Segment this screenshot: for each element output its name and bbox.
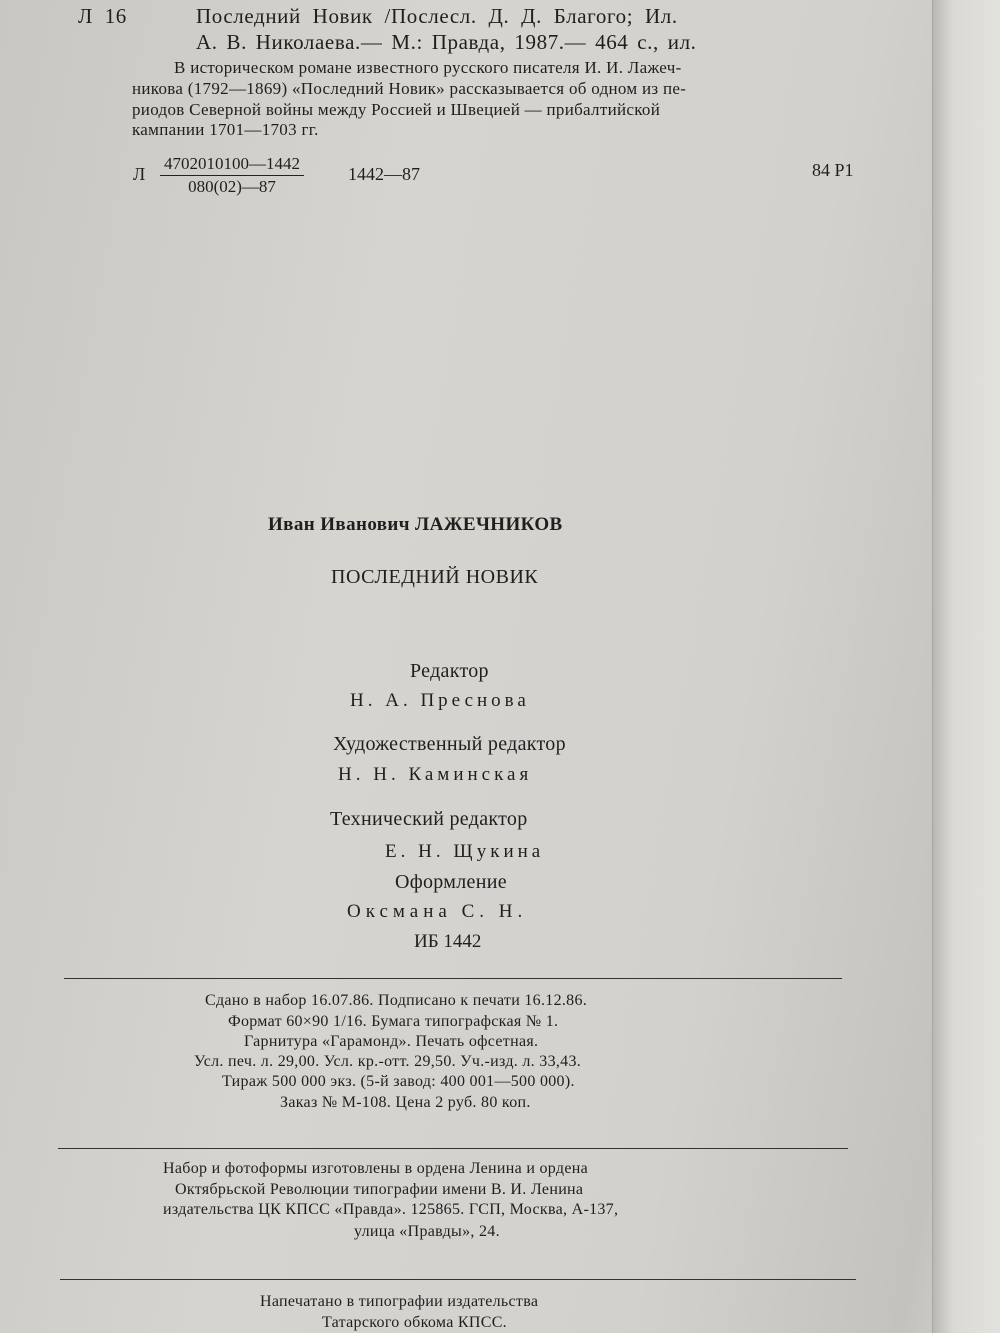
page-edge (932, 0, 1000, 1333)
ib-number: ИБ 1442 (414, 931, 482, 952)
credit-name-tech-editor: Е. Н. Щукина (385, 841, 545, 862)
catalog-entry-text: Последний Новик /Послесл. Д. Д. Благого; Ил. (196, 4, 678, 28)
imprint-line: Сдано в набор 16.07.86. Подписано к печати 16.12.86. (205, 992, 588, 1009)
credit-role-art-editor: Художественный редактор (333, 733, 566, 755)
index-numerator: 4702010100—1442 (160, 154, 304, 176)
annotation-line: риодов Северной войны между Россией и Швецией — прибалтийской (132, 100, 661, 119)
annotation-line: никова (1792—1869) «Последний Новик» рассказывается об одном из пе- (132, 79, 687, 98)
index-fraction (160, 154, 304, 197)
printer-line: издательства ЦК КПСС «Правда». 125865. ГСП, Москва, А-137, (163, 1201, 619, 1218)
imprint-line: Формат 60×90 1/16. Бумага типографская № 1. (228, 1013, 559, 1030)
credit-name-design: Оксмана С. Н. (347, 901, 528, 922)
imprint-line: Тираж 500 000 экз. (5-й завод: 400 001—500 000). (222, 1073, 575, 1090)
divider (64, 978, 842, 979)
printer-line: Октябрьской Революции типографии имени В. И. Ленина (175, 1181, 584, 1198)
bbk-code: 84 Р1 (812, 160, 854, 180)
printed-at-line: Напечатано в типографии издательства (260, 1293, 539, 1310)
credit-name-art-editor: Н. Н. Каминская (338, 764, 533, 785)
imprint-line: Заказ № М-108. Цена 2 руб. 80 коп. (280, 1094, 531, 1111)
annotation-line: В историческом романе известного русского писателя И. И. Лажеч- (174, 58, 682, 77)
divider (60, 1279, 856, 1280)
printed-at-line: Татарского обкома КПСС. (322, 1314, 507, 1331)
imprint-line: Усл. печ. л. 29,00. Усл. кр.-отт. 29,50. Уч.-изд. л. 33,43. (194, 1053, 582, 1070)
credit-role-design: Оформление (395, 871, 507, 893)
imprint-line: Гарнитура «Гарамонд». Печать офсетная. (244, 1033, 539, 1050)
printer-line: улица «Правды», 24. (354, 1223, 500, 1240)
book-title: ПОСЛЕДНИЙ НОВИК (331, 566, 539, 588)
index-letter: Л (133, 164, 146, 184)
index-denominator: 080(02)—87 (188, 177, 276, 196)
author-name: Иван Иванович ЛАЖЕЧНИКОВ (268, 514, 563, 535)
index-code: 1442—87 (348, 164, 420, 184)
divider (58, 1148, 848, 1149)
credit-role-editor: Редактор (410, 660, 489, 682)
catalog-code: Л 16 (78, 4, 127, 28)
catalog-entry-line2: А. В. Николаева.— М.: Правда, 1987.— 464 с., ил. (196, 30, 697, 54)
catalog-entry-line1 (78, 4, 678, 29)
printer-line: Набор и фотоформы изготовлены в ордена Ленина и ордена (163, 1160, 588, 1177)
credit-role-tech-editor: Технический редактор (330, 808, 528, 830)
credit-name-editor: Н. А. Преснова (350, 690, 530, 711)
annotation-line: кампании 1701—1703 гг. (132, 120, 319, 139)
